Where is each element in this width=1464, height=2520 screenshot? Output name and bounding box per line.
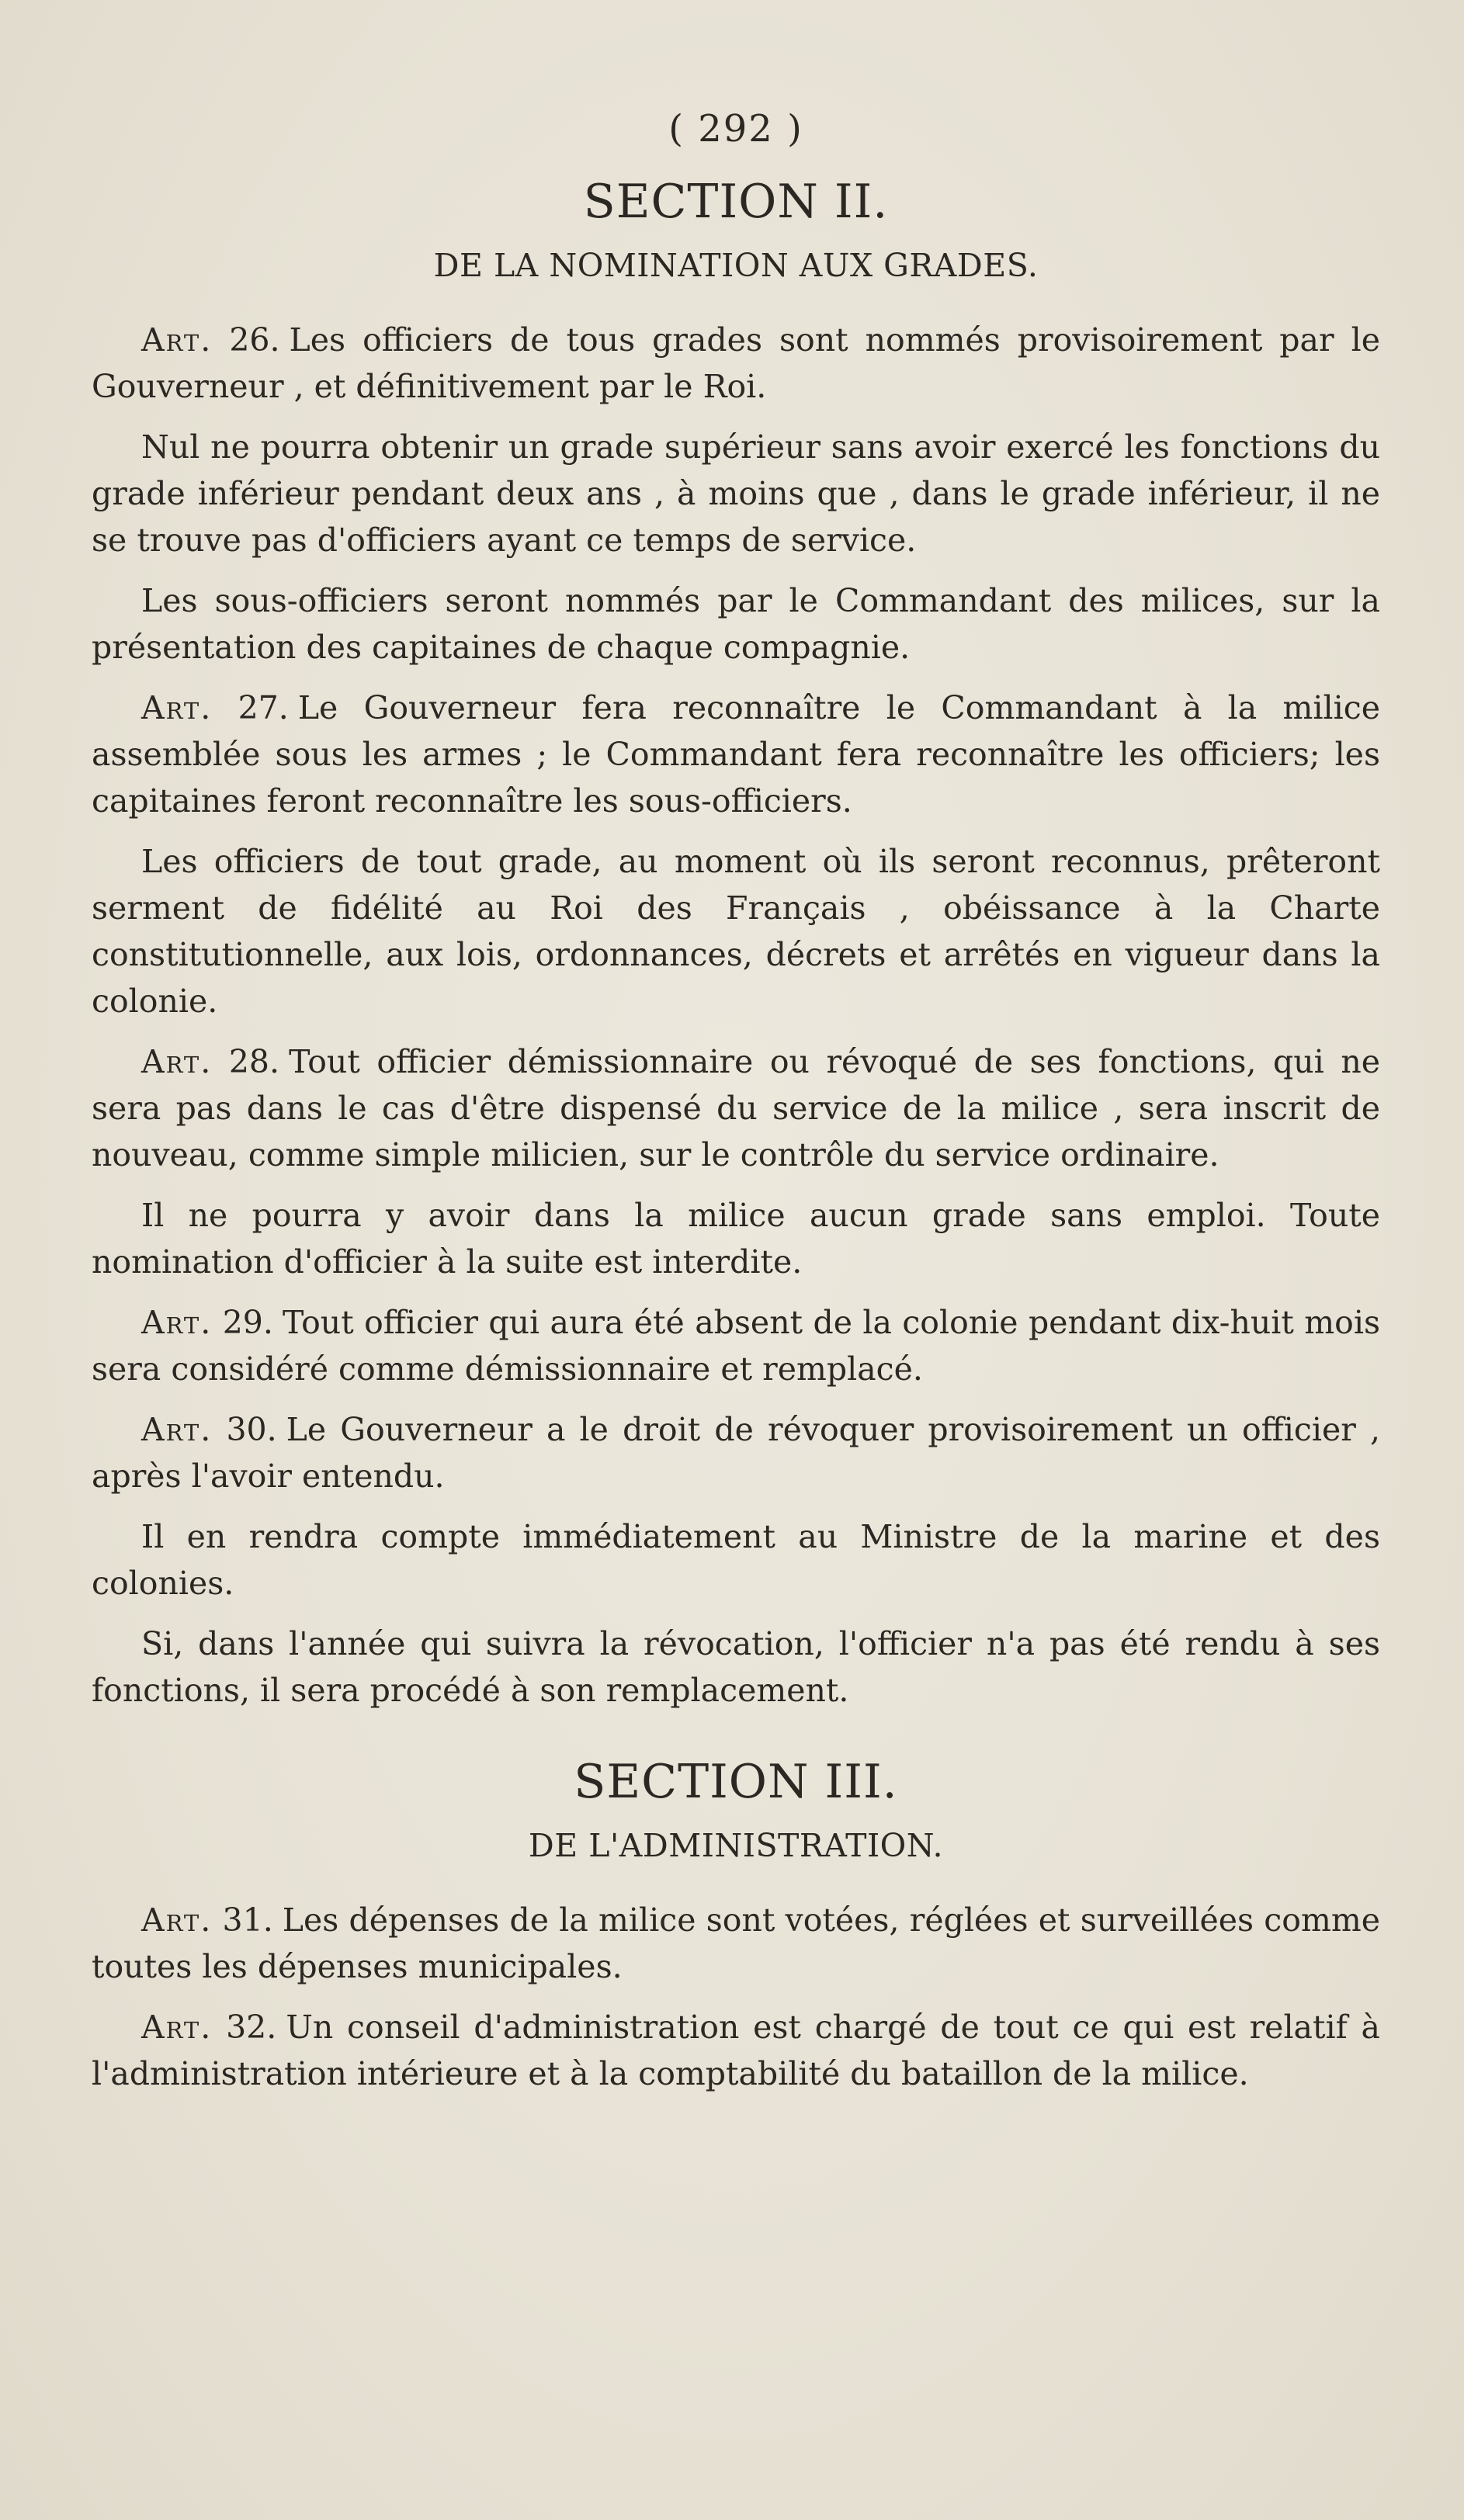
paragraph <box>92 1513 1380 1607</box>
section-subtitle: DE L'ADMINISTRATION. <box>528 1827 944 1864</box>
article-paragraph <box>92 1299 1380 1392</box>
article-paragraph <box>92 2004 1380 2097</box>
section <box>92 174 1380 1714</box>
article-number: 32. <box>226 2009 277 2046</box>
paragraph-text: Les officiers de tous grades sont nommés provisoirement par le Gouverneur , et définitivement par le Roi. <box>92 321 1380 405</box>
paragraph-text: Il en rendra compte immédiatement au Ministre de la marine et des colonies. <box>92 1518 1380 1602</box>
paragraph-text: Nul ne pourra obtenir un grade supérieur sans avoir exercé les fonctions du grade inférieur pendant deux ans , à moins que , dans le grade inférieur, il ne se trouve pas d'officiers ayant ce temps de service. <box>92 428 1380 559</box>
article-paragraph <box>92 317 1380 410</box>
paragraph-text: Un conseil d'administration est chargé de tout ce qui est relatif à l'administration intérieure et à la comptabilité du bataillon de la milice. <box>92 2009 1380 2092</box>
article-paragraph <box>92 1038 1380 1178</box>
article-number: 30. <box>226 1411 277 1448</box>
paragraph <box>92 838 1380 1024</box>
article-label: Art. <box>141 689 213 726</box>
article-number: 29. <box>222 1304 273 1341</box>
paragraph-text: Si, dans l'année qui suivra la révocation, l'officier n'a pas été rendu à ses fonctions, il sera procédé à son remplacement. <box>92 1625 1380 1709</box>
text-block <box>92 92 1380 2111</box>
section-gap <box>92 1728 1380 1754</box>
page-number: ( 292 ) <box>668 107 803 151</box>
section <box>92 1754 1380 2097</box>
article-paragraph <box>92 1406 1380 1499</box>
paragraph-text: Le Gouverneur a le droit de révoquer provisoirement un officier , après l'avoir entendu. <box>92 1411 1380 1495</box>
article-number: 31. <box>222 1901 273 1939</box>
article-paragraph <box>92 1897 1380 1990</box>
article-paragraph <box>92 685 1380 824</box>
section-subtitle: DE LA NOMINATION AUX GRADES. <box>433 247 1039 284</box>
article-label: Art. <box>141 1304 213 1341</box>
article-number: 27. <box>238 689 289 726</box>
paragraph-text: Tout officier démissionnaire ou révoqué de ses fonctions, qui ne sera pas dans le cas d'être dispensé du service de la milice , sera inscrit de nouveau, comme simple milicien, sur le contrôle du service ordinaire. <box>92 1043 1380 1173</box>
paragraph-text: Il ne pourra y avoir dans la milice aucun grade sans emploi. Toute nomination d'officier à la suite est interdite. <box>92 1197 1380 1281</box>
article-label: Art. <box>141 1411 213 1448</box>
paragraph <box>92 1192 1380 1285</box>
article-number: 28. <box>228 1043 280 1080</box>
paragraph-text: Les officiers de tout grade, au moment où ils seront reconnus, prêteront serment de fidélité au Roi des Français , obéissance à la Charte constitutionnelle, aux lois, ordonnances, décrets et arrêtés en vigueur dans la colonie. <box>92 843 1380 1020</box>
paragraph-text: Tout officier qui aura été absent de la colonie pendant dix-huit mois sera considéré comme démissionnaire et remplacé. <box>92 1304 1380 1388</box>
paragraph-text: Le Gouverneur fera reconnaître le Commandant à la milice assemblée sous les armes ; le Commandant fera reconnaître les officiers; les capitaines feront reconnaître les sous-officiers. <box>92 689 1380 820</box>
article-label: Art. <box>141 321 213 359</box>
paragraph <box>92 577 1380 671</box>
paragraph-text: Les sous-officiers seront nommés par le Commandant des milices, sur la présentation des capitaines de chaque compagnie. <box>92 582 1380 666</box>
paragraph-text: Les dépenses de la milice sont votées, réglées et surveillées comme toutes les dépenses municipales. <box>92 1901 1380 1985</box>
paragraph <box>92 1620 1380 1714</box>
sections-container <box>92 174 1380 2097</box>
article-label: Art. <box>141 2009 213 2046</box>
article-number: 26. <box>229 321 280 359</box>
article-label: Art. <box>141 1043 213 1080</box>
paragraph <box>92 424 1380 563</box>
article-label: Art. <box>141 1901 213 1939</box>
section-title: SECTION II. <box>583 175 889 229</box>
section-title: SECTION III. <box>574 1755 898 1809</box>
